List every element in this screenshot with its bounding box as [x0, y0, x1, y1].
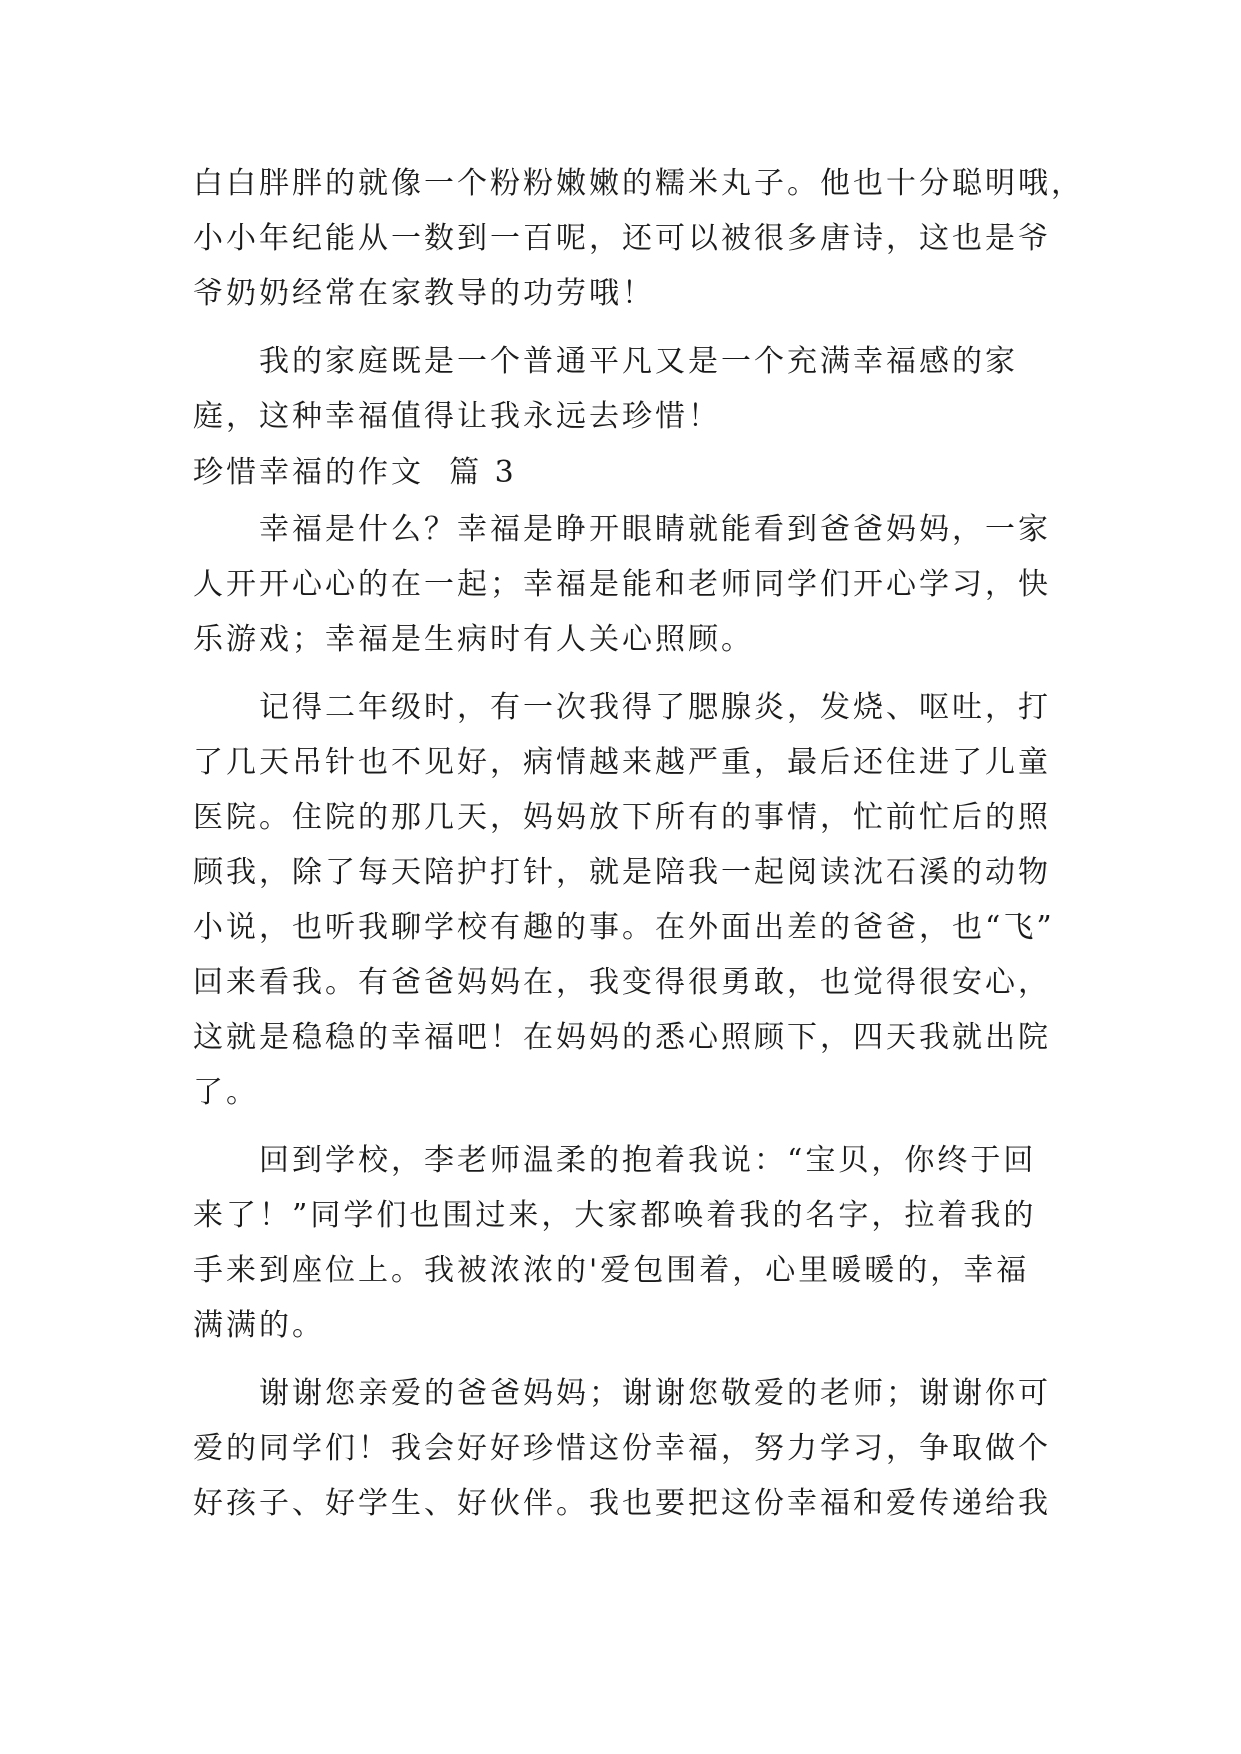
text-line: 来了！”同学们也围过来，大家都唤着我的名字，拉着我的	[193, 1198, 1037, 1233]
text-line: 谢谢您亲爱的爸爸妈妈；谢谢您敬爱的老师；谢谢你可	[193, 1376, 1051, 1411]
text-line: 庭，这种幸福值得让我永远去珍惜！	[193, 399, 721, 434]
text-line: 好孩子、好学生、好伙伴。我也要把这份幸福和爱传递给我	[193, 1486, 1051, 1521]
text-line: 爱的同学们！我会好好珍惜这份幸福，努力学习，争取做个	[193, 1431, 1051, 1466]
text-line: 回到学校，李老师温柔的抱着我说：“宝贝，你终于回	[193, 1143, 1037, 1178]
text-line: 爷奶奶经常在家教导的功劳哦！	[193, 276, 655, 311]
text-line: 人开开心心的在一起；幸福是能和老师同学们开心学习，快	[193, 567, 1051, 602]
text-line: 白白胖胖的就像一个粉粉嫩嫩的糯米丸子。他也十分聪明哦，	[193, 166, 1084, 201]
text-line: 医院。住院的那几天，妈妈放下所有的事情，忙前忙后的照	[193, 800, 1051, 835]
text-line: 记得二年级时，有一次我得了腮腺炎，发烧、呕吐，打	[193, 690, 1051, 725]
text-line: 我的家庭既是一个普通平凡又是一个充满幸福感的家	[193, 344, 1018, 379]
text-line: 小说，也听我聊学校有趣的事。在外面出差的爸爸，也“飞”	[193, 910, 1055, 945]
section-heading: 珍惜幸福的作文 篇 3	[193, 455, 517, 490]
essay-text	[193, 156, 1084, 1531]
text-line: 顾我，除了每天陪护打针，就是陪我一起阅读沈石溪的动物	[193, 855, 1051, 890]
text-line: 手来到座位上。我被浓浓的'爱包围着，心里暖暖的，幸福	[193, 1253, 1030, 1288]
text-line: 小小年纪能从一数到一百呢，还可以被很多唐诗，这也是爷	[193, 221, 1051, 256]
text-line: 了。	[193, 1075, 259, 1110]
text-line: 这就是稳稳的幸福吧！在妈妈的悉心照顾下，四天我就出院	[193, 1020, 1051, 1055]
text-line: 了几天吊针也不见好，病情越来越严重，最后还住进了儿童	[193, 745, 1051, 780]
text-line: 回来看我。有爸爸妈妈在，我变得很勇敢，也觉得很安心，	[193, 965, 1051, 1000]
text-line: 满满的。	[193, 1308, 325, 1343]
text-line: 幸福是什么？幸福是睁开眼睛就能看到爸爸妈妈，一家	[193, 512, 1051, 547]
text-line: 乐游戏；幸福是生病时有人关心照顾。	[193, 622, 754, 657]
